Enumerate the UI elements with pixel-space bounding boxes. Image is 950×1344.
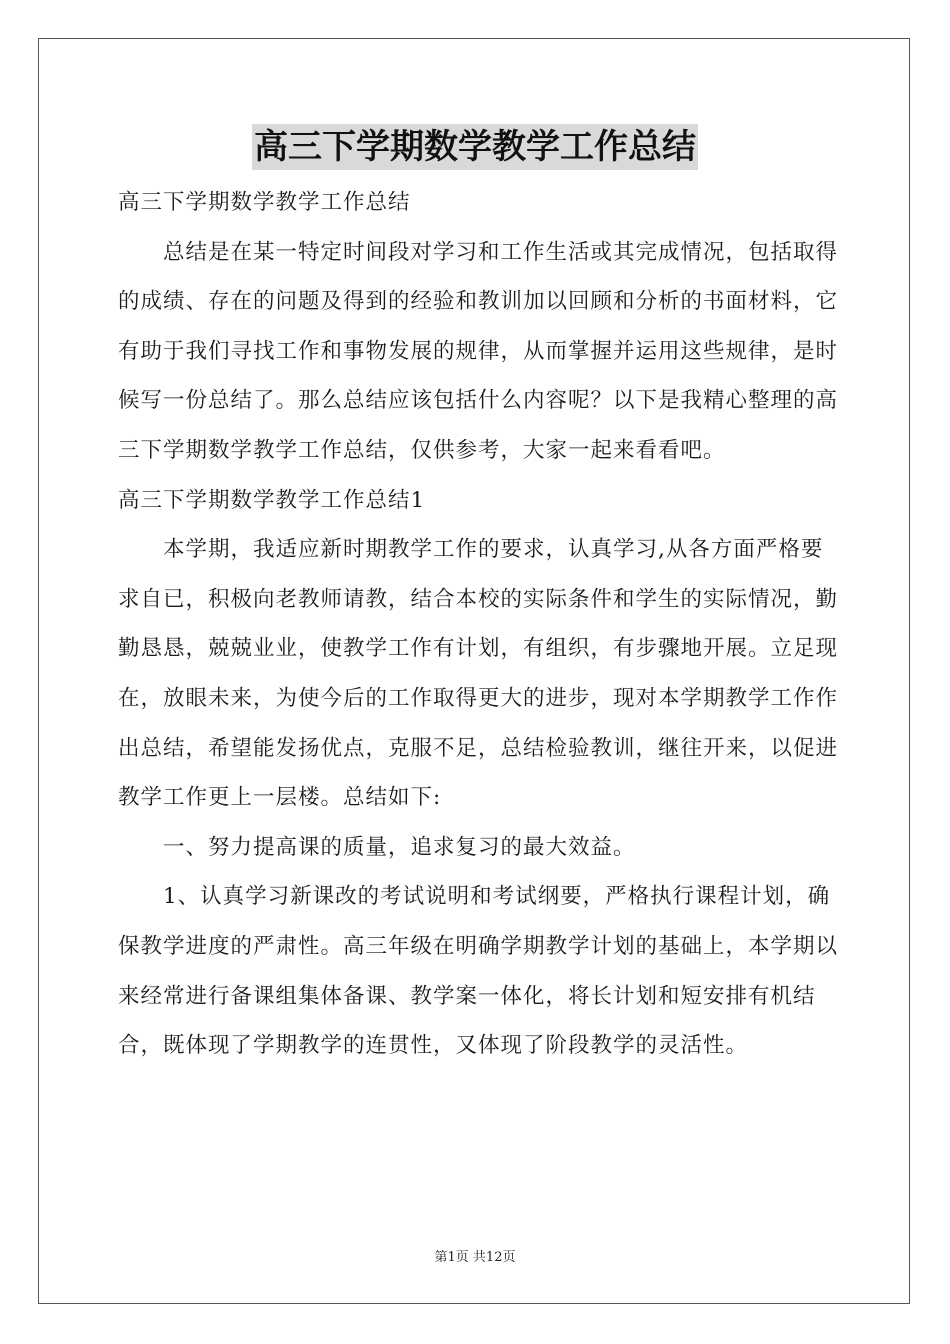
page-footer: 第1页 共12页 [434,1250,516,1265]
paragraph-subtitle: 高三下学期数学教学工作总结 [118,190,411,215]
title-container [0,124,950,170]
paragraph-point-1: 1、认真学习新课改的考试说明和考试纲要，严格执行课程计划，确保教学进度的严肃性。高三年级在明确学期教学计划的基础上，本学期以来经常进行备课组集体备课、教学案一体化，将长计划和短安排有机结合，既体现了学期教学的连贯性，又体现了阶段教学的灵活性。 [118,884,839,1059]
paragraph-body: 本学期，我适应新时期教学工作的要求，认真学习,从各方面严格要求自已，积极向老教师请教，结合本校的实际条件和学生的实际情况，勤勤恳恳，兢兢业业，使教学工作有计划，有组织，有步骤地开展。立足现在，放眼未来，为使今后的工作取得更大的进步，现对本学期教学工作作出总结，希望能发扬优点，克服不足，总结检验教训，继往开来，以促进教学工作更上一层楼。总结如下: [118,537,839,811]
paragraph-point-heading: 一、努力提高课的质量，追求复习的最大效益。 [163,834,636,860]
document-body [118,178,840,1071]
document-title: 高三下学期数学教学工作总结 [252,124,698,170]
paragraph-section-heading: 高三下学期数学教学工作总结1 [118,487,426,513]
paragraph-intro: 总结是在某一特定时间段对学习和工作生活或其完成情况，包括取得的成绩、存在的问题及得到的经验和教训加以回顾和分析的书面材料，它有助于我们寻找工作和事物发展的规律，从而掌握并运用这些规律，是时候写一份总结了。那么总结应该包括什么内容呢？以下是我精心整理的高三下学期数学教学工作总结，仅供参考，大家一起来看看吧。 [118,239,839,463]
